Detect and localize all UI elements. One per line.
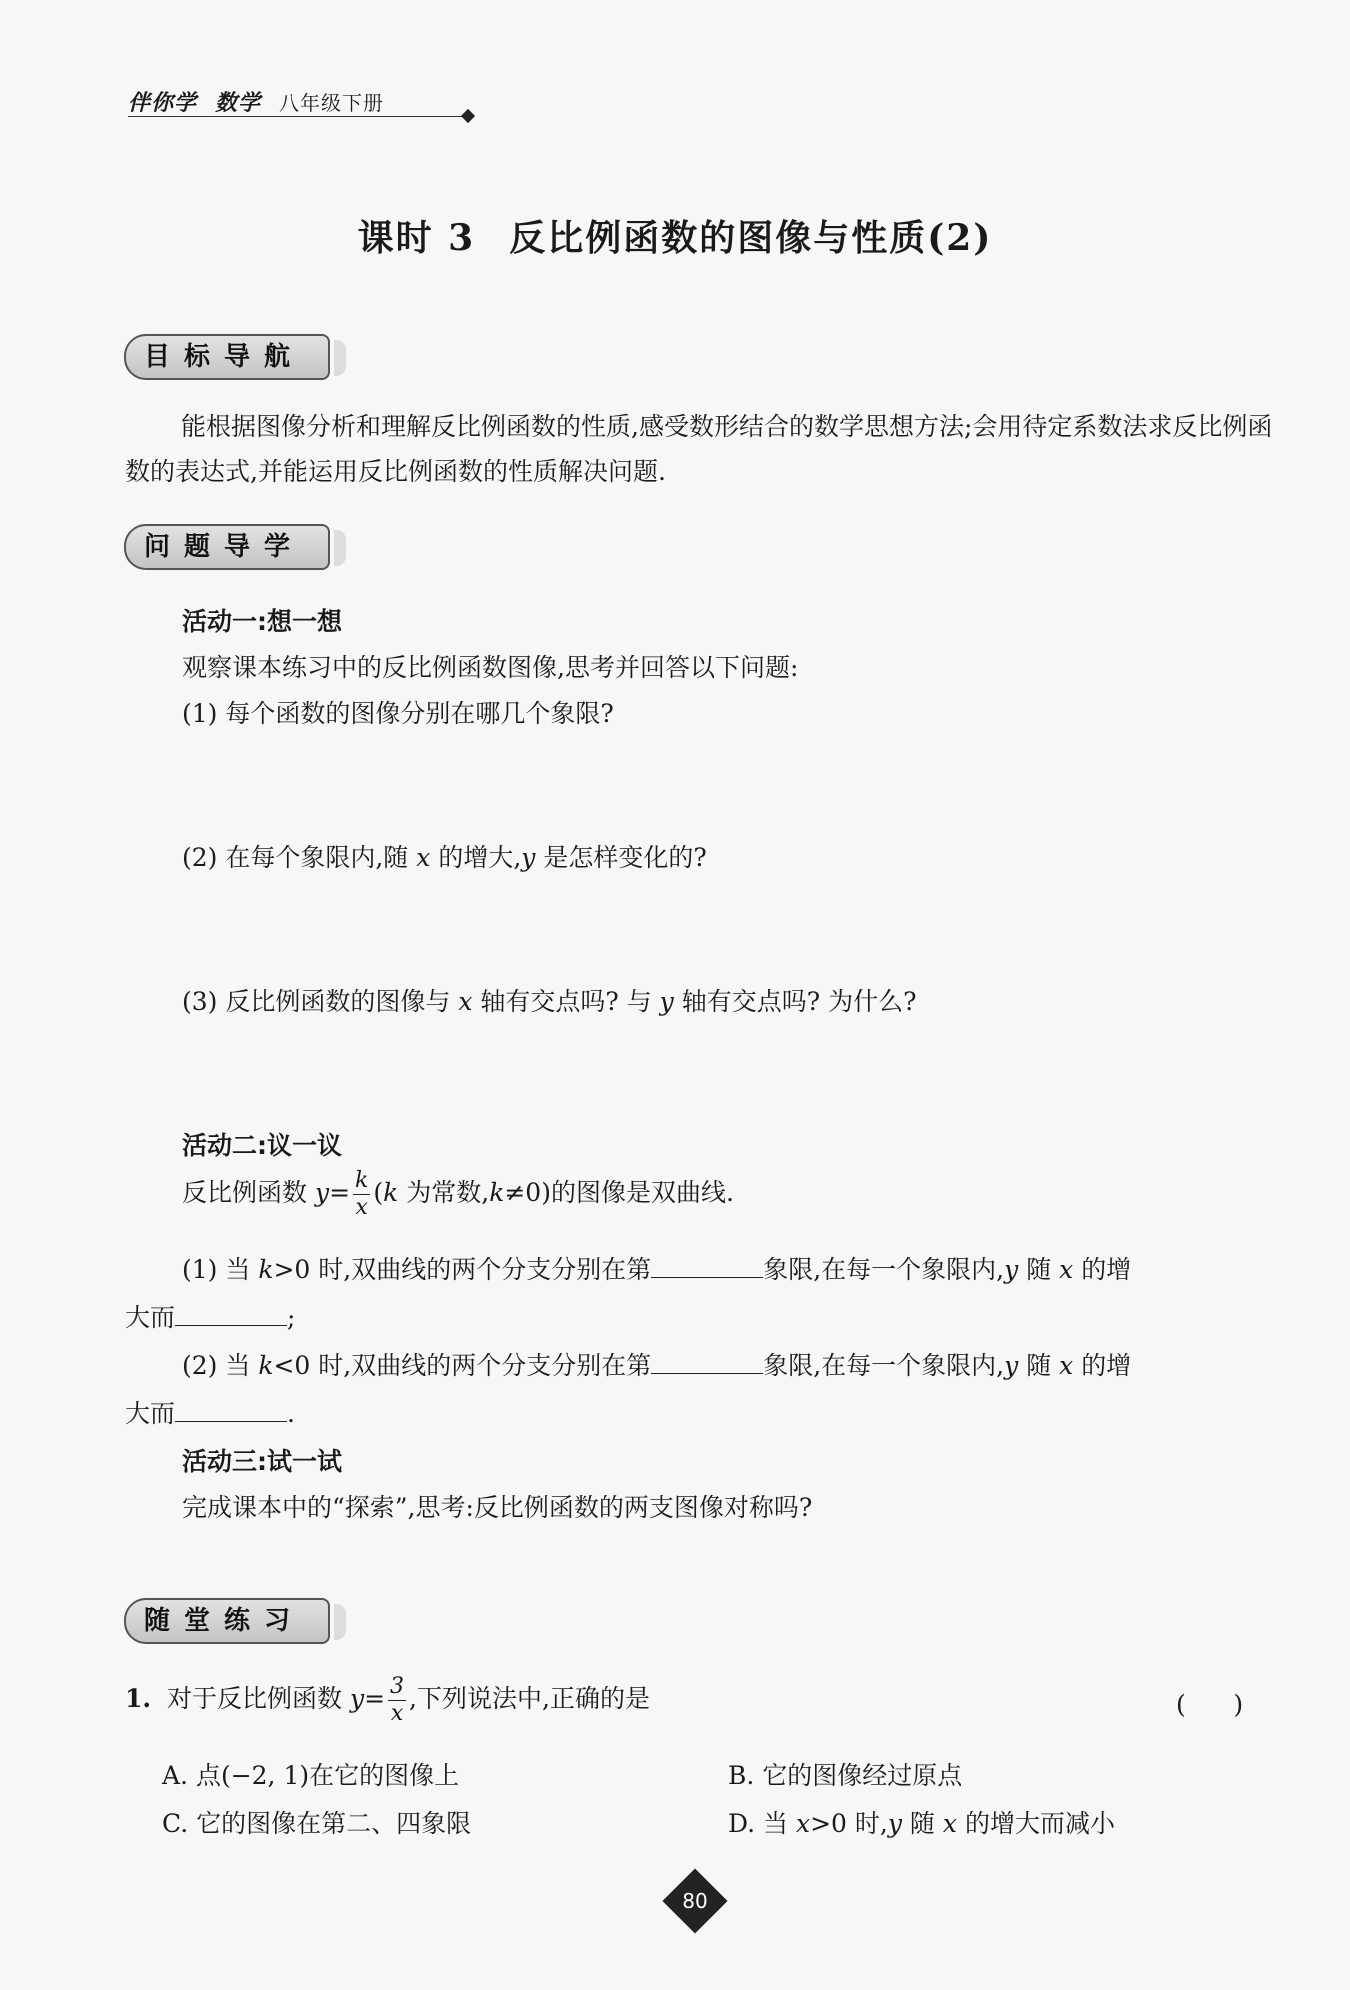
page-number: 80 xyxy=(682,1889,708,1913)
option-d[interactable]: D. 当 x>0 时,y 随 x 的增大而减小 xyxy=(728,1809,1115,1838)
running-header xyxy=(128,86,384,117)
section-goal-label: 目标导航 xyxy=(144,342,305,372)
activity2-statement: 反比例函数 y= $\frac{k}{x}$ (k 为常数,k≠0)的图像是双曲线. xyxy=(182,1168,734,1220)
activity1-q3: (3) 反比例函数的图像与 x 轴有交点吗? 与 y 轴有交点吗? 为什么? xyxy=(182,987,917,1016)
lesson-topic: 反比例函数的图像与性质(2) xyxy=(509,217,993,259)
option-c[interactable]: C. 它的图像在第二、四象限 xyxy=(162,1809,472,1838)
exercise1-stem: 1. 对于反比例函数 y= $\frac{3}{x}$ ,下列说法中,正确的是 xyxy=(125,1674,650,1726)
activity2-item1-cont: 大而 ; xyxy=(125,1303,296,1332)
section-tab-goal xyxy=(124,334,330,380)
header-brand: 伴你学 xyxy=(128,91,198,116)
activity1-intro: 观察课本练习中的反比例函数图像,思考并回答以下问题: xyxy=(182,653,799,682)
goal-text: 能根据图像分析和理解反比例函数的性质,感受数形结合的数学思想方法;会用待定系数法求反比例函数的表达式,并能运用反比例函数的性质解决问题. xyxy=(125,412,1273,486)
option-a[interactable]: A. 点(−2, 1)在它的图像上 xyxy=(162,1761,460,1790)
lesson-label: 课时 3 xyxy=(357,217,476,259)
section-tab-guide xyxy=(124,524,330,570)
activity3-text: 完成课本中的“探索”,思考:反比例函数的两支图像对称吗? xyxy=(182,1493,813,1522)
activity1-q1: (1) 每个函数的图像分别在哪几个象限? xyxy=(182,699,614,728)
activity2-item1: (1) 当 k>0 时,双曲线的两个分支分别在第 象限,在每一个象限内,y 随 x 的增 xyxy=(182,1255,1132,1284)
page-title xyxy=(0,210,1350,261)
activity1-title: 活动一:想一想 xyxy=(182,607,342,636)
activity2-title: 活动二:议一议 xyxy=(182,1131,342,1160)
header-subject: 数学 xyxy=(215,91,262,116)
fill-blank[interactable] xyxy=(651,1255,763,1278)
answer-paren[interactable]: ( ) xyxy=(1176,1690,1244,1719)
section-tab-practice xyxy=(124,1598,330,1644)
fill-blank[interactable] xyxy=(651,1351,763,1374)
fraction-3-over-x: $\frac{3}{x}$ xyxy=(390,1674,405,1726)
activity2-item2: (2) 当 k<0 时,双曲线的两个分支分别在第 象限,在每一个象限内,y 随 x 的增 xyxy=(182,1351,1132,1380)
section-practice-label: 随堂练习 xyxy=(144,1606,305,1636)
activity2-item2-cont: 大而 . xyxy=(125,1399,295,1428)
fraction-k-over-x: $\frac{k}{x}$ xyxy=(355,1168,369,1220)
fill-blank[interactable] xyxy=(175,1303,287,1326)
header-rule xyxy=(128,116,468,117)
option-b[interactable]: B. 它的图像经过原点 xyxy=(728,1761,963,1790)
header-grade: 八年级下册 xyxy=(279,91,385,115)
activity1-q2: (2) 在每个象限内,随 x 的增大,y 是怎样变化的? xyxy=(182,843,707,872)
activity3-title: 活动三:试一试 xyxy=(182,1447,342,1476)
fill-blank[interactable] xyxy=(175,1399,287,1422)
header-diamond-icon xyxy=(461,109,475,123)
section-guide-label: 问题导学 xyxy=(144,532,305,562)
